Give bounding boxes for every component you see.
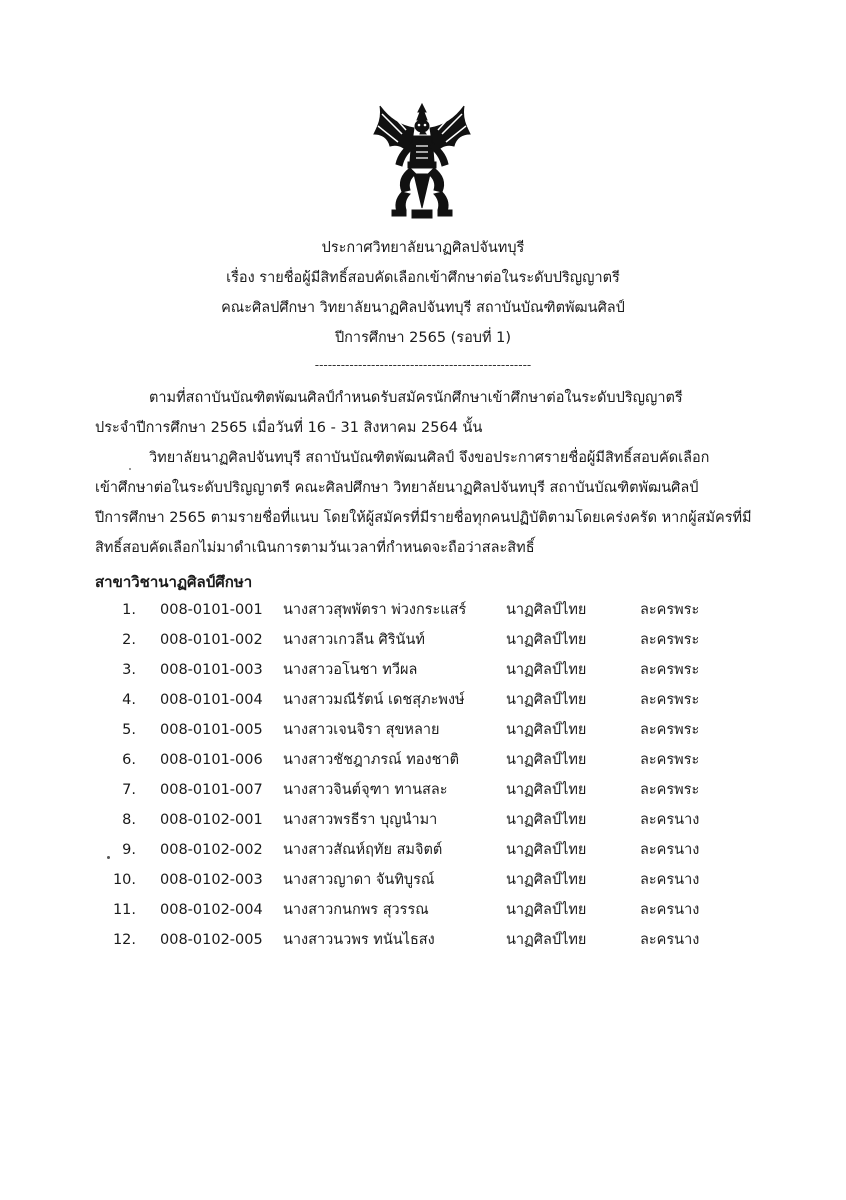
row-number: 1. (122, 602, 136, 618)
major: นาฏศิลป์ไทย (506, 662, 587, 678)
track: ละครพระ (640, 662, 700, 678)
major: นาฏศิลป์ไทย (506, 782, 587, 798)
table-row (0, 630, 846, 652)
faculty-line: คณะศิลปศึกษา วิทยาลัยนาฏศิลปจันทบุรี สถาบันบัณฑิตพัฒนศิลป์ (221, 300, 625, 316)
row-number: 11. (112, 902, 136, 918)
applicant-id: 008-0102-002 (160, 842, 263, 858)
announcement-subject: เรื่อง รายชื่อผู้มีสิทธิ์สอบคัดเลือกเข้าศึกษาต่อในระดับปริญญาตรี (226, 270, 620, 286)
track: ละครพระ (640, 692, 700, 708)
table-row (0, 600, 846, 622)
major: นาฏศิลป์ไทย (506, 602, 587, 618)
applicant-name: นางสาวสุพพัตรา พ่วงกระแสร์ (283, 602, 467, 618)
row-number: 2. (122, 632, 136, 648)
paragraph-2-line-2: เข้าศึกษาต่อในระดับปริญญาตรี คณะศิลปศึกษา วิทยาลัยนาฏศิลปจันทบุรี สถาบันบัณฑิตพัฒนศิลป์ (95, 480, 699, 496)
applicant-name: นางสาวจินต์จุฑา ทานสละ (283, 782, 448, 798)
applicant-name: นางสาวพรธีรา บุญนำมา (283, 812, 438, 828)
applicant-name: นางสาวชัชฎาภรณ์ ทองชาติ (283, 752, 459, 768)
table-row (0, 690, 846, 712)
section-title: สาขาวิชานาฏศิลป์ศึกษา (95, 573, 253, 591)
announcement-title: ประกาศวิทยาลัยนาฏศิลปจันทบุรี (321, 240, 525, 256)
applicant-id: 008-0102-004 (160, 902, 263, 918)
row-number: 5. (122, 722, 136, 738)
applicant-id: 008-0101-001 (160, 602, 263, 618)
applicant-name: นางสาวเกวลีน ศิรินันท์ (283, 632, 425, 648)
track: ละครพระ (640, 722, 700, 738)
track: ละครพระ (640, 782, 700, 798)
table-row (0, 930, 846, 952)
track: ละครนาง (640, 902, 700, 918)
row-number: 12. (112, 932, 136, 948)
table-row (0, 720, 846, 742)
row-number: 10. (112, 872, 136, 888)
paragraph-1-line-2: ประจำปีการศึกษา 2565 เมื่อวันที่ 16 - 31 สิงหาคม 2564 นั้น (95, 420, 483, 436)
table-row (0, 660, 846, 682)
applicant-id: 008-0101-003 (160, 662, 263, 678)
applicant-name: นางสาวกนกพร สุวรรณ (283, 902, 429, 918)
scan-speck (129, 468, 131, 470)
applicant-id: 008-0101-004 (160, 692, 263, 708)
paragraph-2-line-1: วิทยาลัยนาฏศิลปจันทบุรี สถาบันบัณฑิตพัฒนศิลป์ จึงขอประกาศรายชื่อผู้มีสิทธิ์สอบคัดเลือก (149, 450, 710, 466)
major: นาฏศิลป์ไทย (506, 752, 587, 768)
applicant-id: 008-0102-005 (160, 932, 263, 948)
applicant-name: นางสาวนวพร ทนันไธสง (283, 932, 435, 948)
major: นาฏศิลป์ไทย (506, 842, 587, 858)
table-row (0, 810, 846, 832)
track: ละครนาง (640, 872, 700, 888)
row-number: 9. (122, 842, 136, 858)
applicant-name: นางสาวญาดา จันทิบูรณ์ (283, 872, 435, 888)
track: ละครนาง (640, 842, 700, 858)
track: ละครนาง (640, 812, 700, 828)
table-row (0, 780, 846, 802)
row-number: 4. (122, 692, 136, 708)
major: นาฏศิลป์ไทย (506, 812, 587, 828)
track: ละครนาง (640, 932, 700, 948)
paragraph-1-line-1: ตามที่สถาบันบัณฑิตพัฒนศิลป์กำหนดรับสมัครนักศึกษาเข้าศึกษาต่อในระดับปริญญาตรี (149, 390, 683, 406)
table-row (0, 900, 846, 922)
applicant-id: 008-0101-006 (160, 752, 263, 768)
applicant-name: นางสาวสัณห์ฤทัย สมจิตต์ (283, 842, 443, 858)
major: นาฏศิลป์ไทย (506, 692, 587, 708)
applicant-name: นางสาวเจนจิรา สุขหลาย (283, 722, 440, 738)
applicant-id: 008-0101-002 (160, 632, 263, 648)
table-row (0, 750, 846, 772)
major: นาฏศิลป์ไทย (506, 872, 587, 888)
track: ละครพระ (640, 752, 700, 768)
applicant-id: 008-0101-005 (160, 722, 263, 738)
garuda-emblem-icon (372, 98, 472, 223)
table-row (0, 870, 846, 892)
row-number: 3. (122, 662, 136, 678)
row-number: 7. (122, 782, 136, 798)
row-number: 6. (122, 752, 136, 768)
table-row (0, 840, 846, 862)
applicant-id: 008-0102-001 (160, 812, 263, 828)
paragraph-2-line-4: สิทธิ์สอบคัดเลือกไม่มาดำเนินการตามวันเวลาที่กำหนดจะถือว่าสละสิทธิ์ (95, 540, 535, 556)
major: นาฏศิลป์ไทย (506, 932, 587, 948)
header-divider: -------------------------------------------------- (314, 358, 532, 372)
applicant-id: 008-0101-007 (160, 782, 263, 798)
track: ละครพระ (640, 602, 700, 618)
paragraph-2-line-3: ปีการศึกษา 2565 ตามรายชื่อที่แนบ โดยให้ผู้สมัครที่มีรายชื่อทุกคนปฏิบัติตามโดยเคร่งครัด หากผู้สมัครที่มี (95, 510, 752, 526)
applicant-name: นางสาวอโนชา ทวีผล (283, 662, 418, 678)
major: นาฏศิลป์ไทย (506, 722, 587, 738)
major: นาฏศิลป์ไทย (506, 632, 587, 648)
track: ละครพระ (640, 632, 700, 648)
row-number: 8. (122, 812, 136, 828)
applicant-name: นางสาวมณีรัตน์ เดชสุภะพงษ์ (283, 692, 465, 708)
scan-speck (107, 856, 110, 859)
major: นาฏศิลป์ไทย (506, 902, 587, 918)
applicant-id: 008-0102-003 (160, 872, 263, 888)
academic-year-line: ปีการศึกษา 2565 (รอบที่ 1) (334, 330, 512, 346)
